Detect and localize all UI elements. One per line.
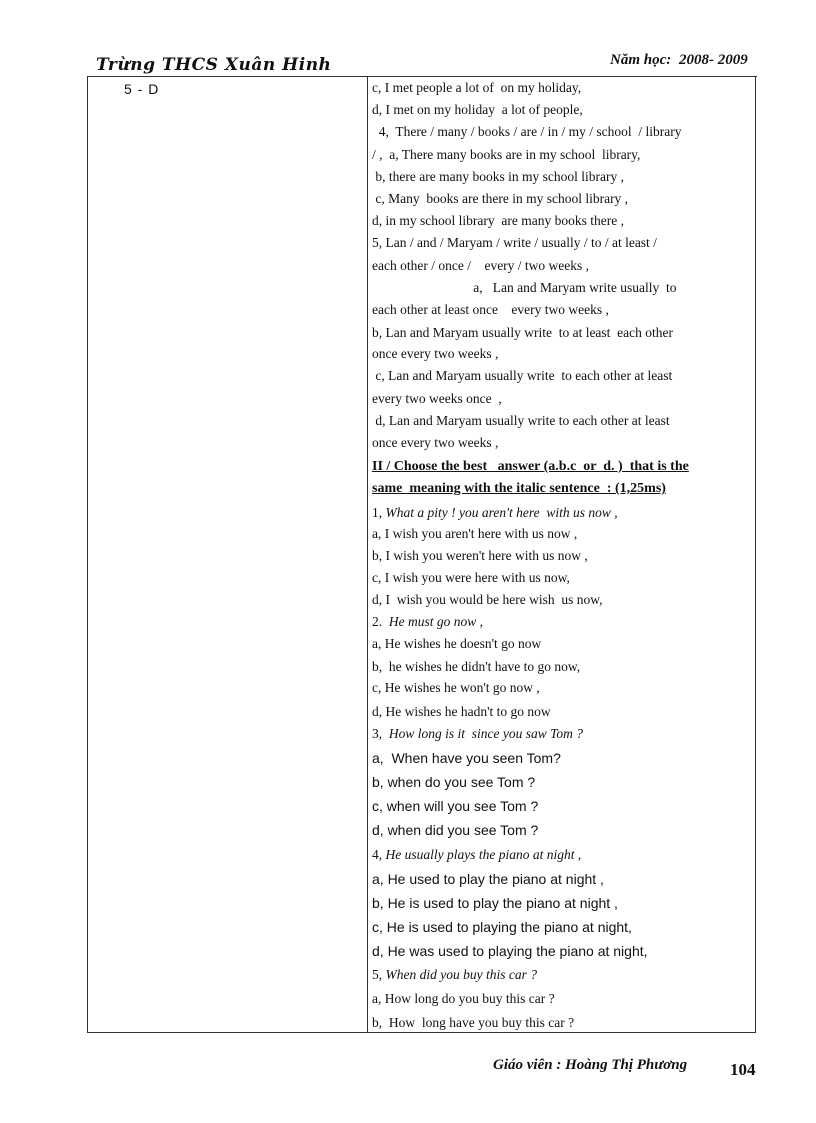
exercise-line: same meaning with the italic sentence : (1,25ms) xyxy=(372,481,666,496)
exercise-line: b, I wish you weren't here with us now , xyxy=(372,548,588,563)
exercise-line: / , a, There many books are in my school library, xyxy=(372,147,641,162)
exercise-line: c, I met people a lot of on my holiday, xyxy=(372,80,582,95)
exercise-line: c, when will you see Tom ? xyxy=(372,798,539,814)
exercise-line: once every two weeks , xyxy=(372,346,499,361)
answer-key-cell: 5 - D xyxy=(124,81,160,97)
exercise-line: every two weeks once , xyxy=(372,391,502,406)
exercise-line: a, I wish you aren't here with us now , xyxy=(372,526,578,541)
year-label: Năm học: xyxy=(610,52,672,68)
page-header-year xyxy=(606,52,748,69)
exercise-line: c, He is used to playing the piano at night, xyxy=(372,919,632,935)
exercise-line: c, Lan and Maryam usually write to each other at least xyxy=(372,368,673,383)
column-divider xyxy=(367,76,368,1033)
exercise-line: II / Choose the best answer (a.b.c or d. ) that is the xyxy=(372,459,689,474)
exercise-line: 4, There / many / books / are / in / my / school / library xyxy=(372,124,682,139)
exercise-line: each other / once / every / two weeks , xyxy=(372,258,590,273)
exercise-line: 5, When did you buy this car ? xyxy=(372,967,537,982)
exercise-line: d, He was used to playing the piano at night, xyxy=(372,943,648,959)
exercise-line: b, he wishes he didn't have to go now, xyxy=(372,659,581,674)
year-value: 2008- 2009 xyxy=(679,52,748,68)
exercise-line: d, when did you see Tom ? xyxy=(372,822,539,838)
exercise-line: c, Many books are there in my school library , xyxy=(372,191,629,206)
exercise-line: a, When have you seen Tom? xyxy=(372,750,561,766)
exercise-line: d, in my school library are many books there , xyxy=(372,213,624,228)
exercise-line: b, there are many books in my school library , xyxy=(372,169,624,184)
exercise-line: d, I met on my holiday a lot of people, xyxy=(372,102,583,117)
exercise-line: each other at least once every two weeks , xyxy=(372,302,609,317)
exercise-line: a, Lan and Maryam write usually to xyxy=(372,280,677,295)
exercise-line: c, I wish you were here with us now, xyxy=(372,570,570,585)
footer-teacher: Giáo viên : Hoàng Thị Phương xyxy=(493,1057,688,1073)
exercise-line: a, He wishes he doesn't go now xyxy=(372,636,542,651)
exercise-line: a, He used to play the piano at night , xyxy=(372,871,604,887)
exercise-line: b, when do you see Tom ? xyxy=(372,774,536,790)
exercise-line: b, How long have you buy this car ? xyxy=(372,1015,575,1030)
exercise-line: once every two weeks , xyxy=(372,435,499,450)
page-header-school: Trừng THCS Xuân Hinh xyxy=(96,55,332,75)
page-number: 104 xyxy=(730,1060,756,1079)
exercise-line: d, Lan and Maryam usually write to each other at least xyxy=(372,413,670,428)
exercise-line: b, Lan and Maryam usually write to at least each other xyxy=(372,325,674,340)
exercise-line: 2. He must go now , xyxy=(372,614,483,629)
exercise-line: b, He is used to play the piano at night , xyxy=(372,895,618,911)
exercise-line: d, He wishes he hadn't to go now xyxy=(372,704,551,719)
exercise-line: 5, Lan / and / Maryam / write / usually / to / at least / xyxy=(372,235,657,250)
exercise-line: d, I wish you would be here wish us now, xyxy=(372,592,603,607)
exercise-line: 1, What a pity ! you aren't here with us now , xyxy=(372,505,618,520)
exercise-line: 3, How long is it since you saw Tom ? xyxy=(372,726,584,741)
exercise-line: a, How long do you buy this car ? xyxy=(372,991,555,1006)
exercise-line: c, He wishes he won't go now , xyxy=(372,680,540,695)
exercise-line: 4, He usually plays the piano at night , xyxy=(372,847,582,862)
